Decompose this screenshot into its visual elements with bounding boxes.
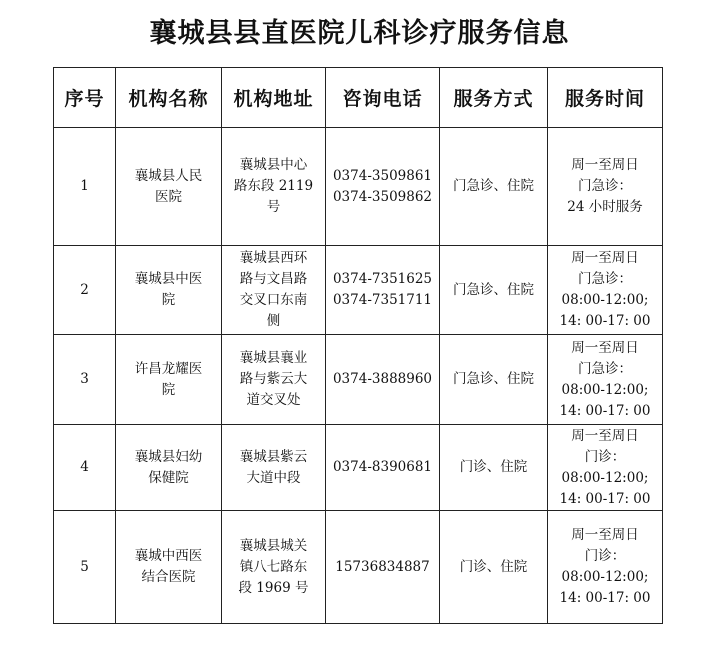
table-row [54, 128, 663, 246]
cell-address: 襄城县中心 路东段 2119 号 [222, 128, 326, 246]
cell-address: 襄城县西环 路与文昌路 交叉口东南 侧 [222, 246, 326, 335]
cell-phone: 0374-3509861 0374-3509862 [326, 128, 440, 246]
cell-name: 襄城中西医 结合医院 [116, 511, 222, 624]
cell-service: 门诊、住院 [440, 425, 548, 511]
cell-name: 襄城县中医 院 [116, 246, 222, 335]
hospital-info-table [53, 67, 663, 624]
cell-name: 襄城县人民 医院 [116, 128, 222, 246]
cell-hours: 周一至周日 门诊： 08:00-12:00; 14: 00-17: 00 [548, 425, 663, 511]
cell-phone: 0374-7351625 0374-7351711 [326, 246, 440, 335]
cell-index: 2 [54, 246, 116, 335]
cell-hours: 周一至周日 门诊： 08:00-12:00; 14: 00-17: 00 [548, 511, 663, 624]
header-name: 机构名称 [116, 68, 222, 128]
cell-hours: 周一至周日 门急诊： 08:00-12:00; 14: 00-17: 00 [548, 246, 663, 335]
cell-address: 襄城县紫云 大道中段 [222, 425, 326, 511]
cell-hours: 周一至周日 门急诊： 24 小时服务 [548, 128, 663, 246]
cell-service: 门急诊、住院 [440, 246, 548, 335]
cell-phone: 0374-8390681 [326, 425, 440, 511]
header-service: 服务方式 [440, 68, 548, 128]
table-row [54, 425, 663, 511]
cell-name: 襄城县妇幼 保健院 [116, 425, 222, 511]
cell-service: 门诊、住院 [440, 511, 548, 624]
header-index: 序号 [54, 68, 116, 128]
header-hours: 服务时间 [548, 68, 663, 128]
cell-name: 许昌龙耀医 院 [116, 335, 222, 425]
cell-address: 襄城县襄业 路与紫云大 道交叉处 [222, 335, 326, 425]
table-row [54, 511, 663, 624]
cell-service: 门急诊、住院 [440, 335, 548, 425]
cell-index: 3 [54, 335, 116, 425]
cell-phone: 15736834887 [326, 511, 440, 624]
cell-index: 5 [54, 511, 116, 624]
table-header-row [54, 68, 663, 128]
cell-address: 襄城县城关 镇八七路东 段 1969 号 [222, 511, 326, 624]
table-row [54, 335, 663, 425]
header-address: 机构地址 [222, 68, 326, 128]
cell-service: 门急诊、住院 [440, 128, 548, 246]
cell-index: 4 [54, 425, 116, 511]
cell-phone: 0374-3888960 [326, 335, 440, 425]
cell-hours: 周一至周日 门急诊： 08:00-12:00; 14: 00-17: 00 [548, 335, 663, 425]
header-phone: 咨询电话 [326, 68, 440, 128]
page-title: 襄城县县直医院儿科诊疗服务信息 [149, 18, 570, 49]
cell-index: 1 [54, 128, 116, 246]
table-row [54, 246, 663, 335]
